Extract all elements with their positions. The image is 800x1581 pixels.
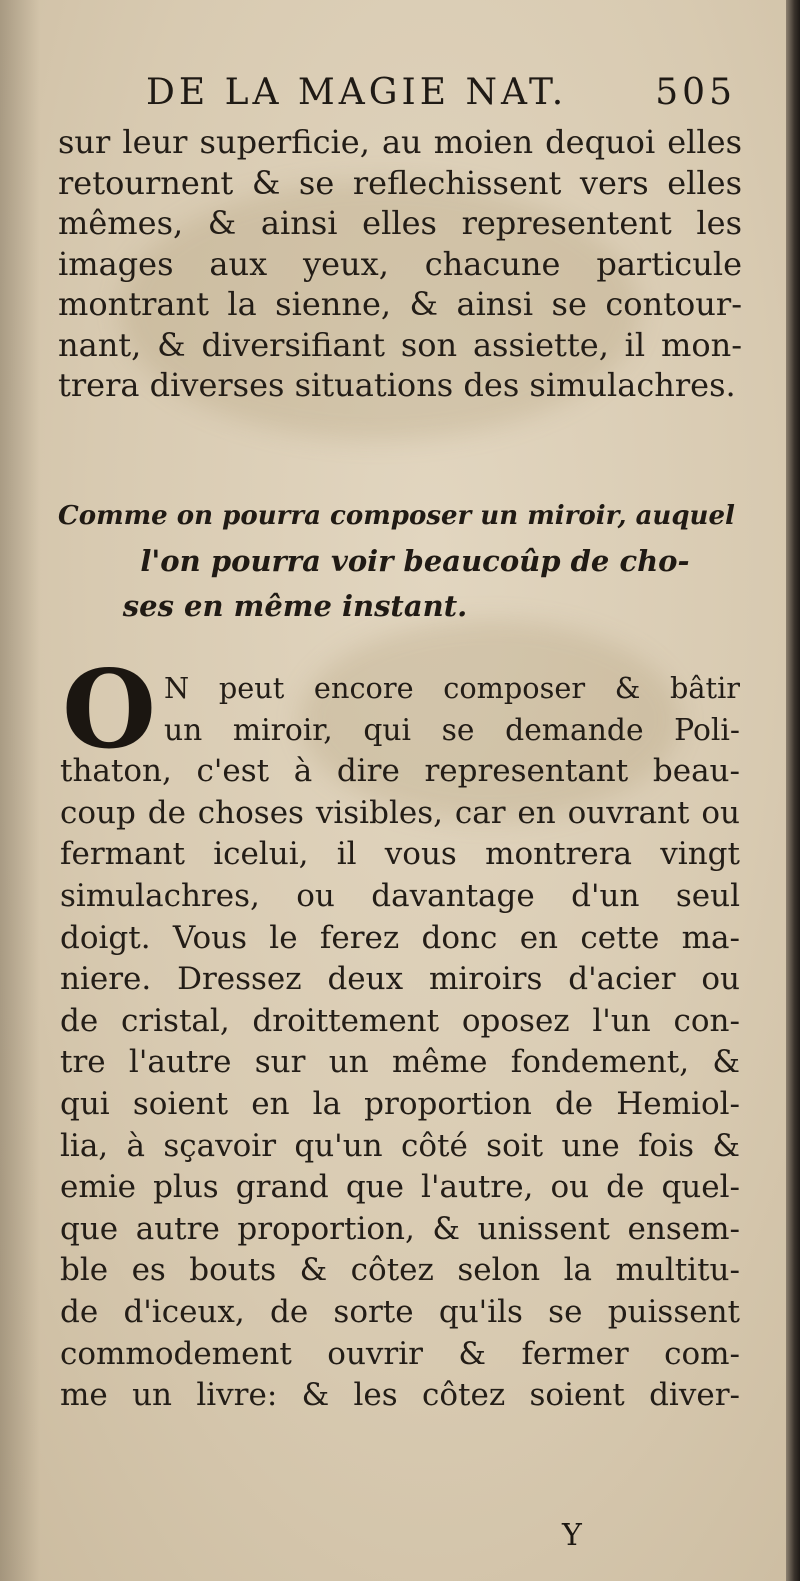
text-line: montrant la sienne, & ainsi se contour- xyxy=(58,285,742,323)
text-line: sur leur superficie, au moien dequoi elles xyxy=(58,123,742,161)
page-edge-shadow xyxy=(786,0,800,1581)
heading-line: l'on pourra voir beaucoûp de cho- xyxy=(140,544,690,578)
text-line: que autre proportion, & unissent ensem- xyxy=(60,1210,740,1247)
paragraph-main xyxy=(60,647,740,1417)
text-line: doigt. Vous le ferez donc en cette ma- xyxy=(60,919,740,956)
text-line: commodement ouvrir & fermer com- xyxy=(60,1335,740,1372)
text-line: mêmes, & ainsi elles representent les xyxy=(58,204,742,242)
text-line: thaton, c'est à dire representant beau- xyxy=(60,753,740,790)
text-line: nant, & diversifiant son assiette, il mon- xyxy=(58,325,742,364)
text-line: emie plus grand que l'autre, ou de quel- xyxy=(60,1169,740,1206)
text-line: niere. Dressez deux miroirs d'acier ou xyxy=(60,961,740,998)
text-line: ble es bouts & côtez selon la multitu- xyxy=(60,1252,740,1289)
text-line: tre l'autre sur un même fondement, & xyxy=(60,1044,740,1081)
running-header xyxy=(56,72,736,122)
text-line: N peut encore composer & bâtir xyxy=(164,671,740,705)
text-line: lia, à sçavoir qu'un côté soit une fois & xyxy=(60,1127,740,1164)
section-heading xyxy=(58,494,742,629)
catchword: Y xyxy=(562,1518,582,1553)
heading-line: ses en même instant. xyxy=(122,589,468,623)
text-line: un miroir, qui se demande Poli- xyxy=(164,712,740,748)
text-line: de cristal, droittement oposez l'un con- xyxy=(60,1002,740,1039)
gutter-shadow xyxy=(0,0,40,1581)
text-line: qui soient en la proportion de Hemiol- xyxy=(60,1085,740,1122)
drop-cap: O xyxy=(61,647,157,773)
text-line: de d'iceux, de sorte qu'ils se puissent xyxy=(60,1293,740,1330)
text-line: images aux yeux, chacune particule xyxy=(58,244,742,283)
text-line: retournent & se reflechissent vers elles xyxy=(58,163,742,202)
heading-line: Comme on pourra composer un miroir, auquel xyxy=(58,501,735,531)
running-title: DE LA MAGIE NAT. xyxy=(146,72,568,113)
text-line: fermant icelui, il vous montrera vingt xyxy=(60,836,740,873)
paragraph-continued xyxy=(58,122,742,406)
text-line: me un livre: & les côtez soient diver- xyxy=(60,1377,740,1414)
text-line: simulachres, ou davantage d'un seul xyxy=(60,877,740,914)
page-number: 505 xyxy=(655,72,736,113)
text-line: trera diverses situations des simulachres. xyxy=(58,366,736,404)
text-line: coup de choses visibles, car en ouvrant ou xyxy=(60,794,740,831)
